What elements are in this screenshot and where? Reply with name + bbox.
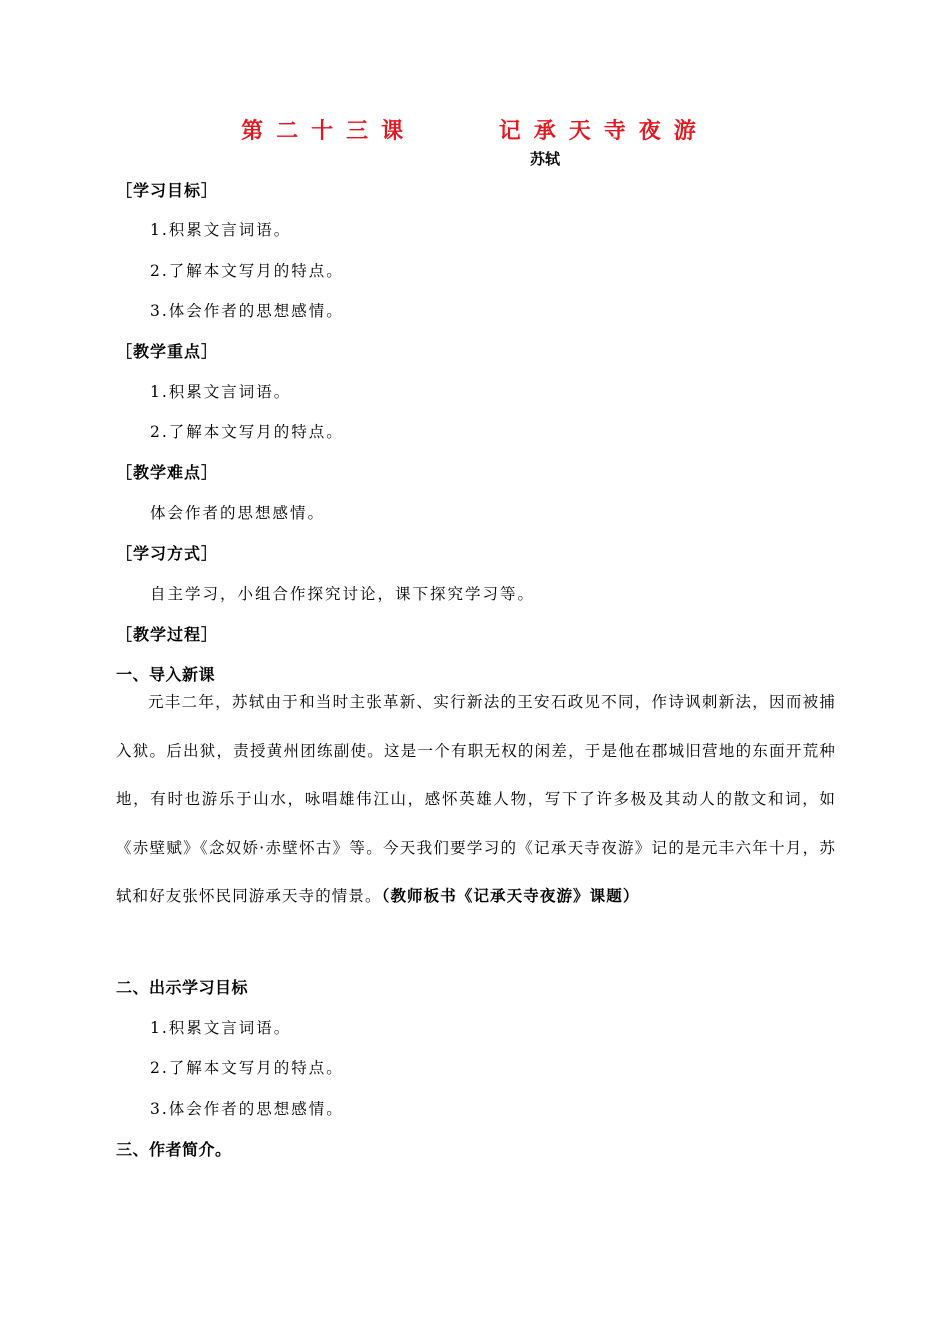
lesson-title: 第二十三课 记承天寺夜游 [241, 119, 709, 144]
intro-text: 元丰二年，苏轼由于和当时主张革新、实行新法的王安石政见不同，作诗讽刺新法，因而被捕入狱。后出狱，责授黄州团练副使。这是一个有职无权的闲差，于是他在郡城旧营地的东面开荒种地，有时也游乐于山水，咏唱雄伟江山，感怀英雄人物，写下了许多极及其动人的散文和词，如《赤壁赋》《念奴娇·赤壁怀古》等。今天我们要学习的《记承天寺夜游》记的是元丰六年十月，苏轼和好友张怀民同游承天寺的情景。 [116, 693, 836, 905]
section-author-heading: 三、作者简介。 [116, 1140, 232, 1159]
methods-item: 自主学习，小组合作探究讨论，课下探究学习等。 [150, 585, 536, 603]
goals-item: 2.了解本文写月的特点。 [150, 262, 344, 280]
goals-item: 1.积累文言词语。 [150, 221, 292, 239]
goals-heading: ［学习目标］ [116, 181, 219, 200]
difficulties-item: 体会作者的思想感情。 [150, 504, 326, 522]
section-goals-heading: 二、出示学习目标 [116, 978, 249, 997]
author-name: 苏轼 [530, 150, 561, 168]
process-heading: ［教学过程］ [116, 625, 219, 644]
section-goals-item: 1.积累文言词语。 [150, 1019, 292, 1037]
goals-item: 3.体会作者的思想感情。 [150, 302, 344, 320]
intro-bold-note: （教师板书《记承天寺夜游》课题） [381, 887, 640, 905]
difficulties-heading: ［教学难点］ [116, 463, 219, 482]
key-points-heading: ［教学重点］ [116, 342, 219, 361]
section-goals-item: 2.了解本文写月的特点。 [150, 1059, 344, 1077]
intro-paragraph [116, 678, 836, 921]
key-points-item: 1.积累文言词语。 [150, 383, 292, 401]
methods-heading: ［学习方式］ [116, 544, 219, 563]
section-intro-heading: 一、导入新课 [116, 665, 216, 684]
section-goals-item: 3.体会作者的思想感情。 [150, 1100, 344, 1118]
key-points-item: 2.了解本文写月的特点。 [150, 423, 344, 441]
